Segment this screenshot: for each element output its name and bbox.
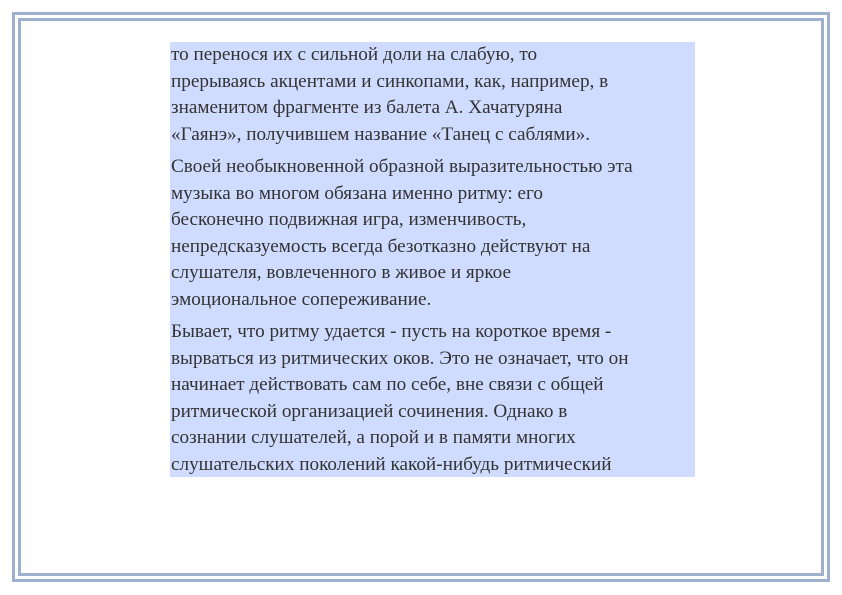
text-line: бесконечно подвижная игра, изменчивость, <box>171 209 527 230</box>
text-line: Бывает, что ритму удается - пусть на короткое время - <box>171 321 612 342</box>
text-line: слушателя, вовлеченного в живое и яркое <box>171 262 512 283</box>
text-line: музыка во многом обязана именно ритму: его <box>171 182 544 204</box>
text-line: знаменитом фрагменте из балета А. Хачатуряна <box>171 97 563 118</box>
text-line: сознании слушателей, а порой и в памяти многих <box>171 427 576 448</box>
text-line: прерываясь акцентами и синкопами, как, например, в <box>171 70 609 92</box>
text-line: ритмической организацией сочинения. Однако в <box>171 400 568 422</box>
text-line: эмоциональное сопереживание. <box>171 288 432 310</box>
text-line: «Гаянэ», получившем название «Танец с саблями». <box>171 123 591 145</box>
text-line: слушательских поколений какой-нибудь ритмический <box>171 453 612 475</box>
paragraph-2 <box>171 154 695 313</box>
paragraph-1 <box>171 42 695 148</box>
text-line: вырваться из ритмических оков. Это не означает, что он <box>171 347 629 369</box>
text-line: непредсказуемость всегда безотказно действуют на <box>171 235 591 257</box>
paragraph-3 <box>171 319 695 478</box>
text-line: то перенося их с сильной доли на слабую, то <box>171 44 538 65</box>
text-line: Своей необыкновенной образной выразительностью эта <box>171 156 633 177</box>
highlighted-text-block <box>170 42 695 477</box>
text-line: начинает действовать сам по себе, вне связи с общей <box>171 374 604 395</box>
